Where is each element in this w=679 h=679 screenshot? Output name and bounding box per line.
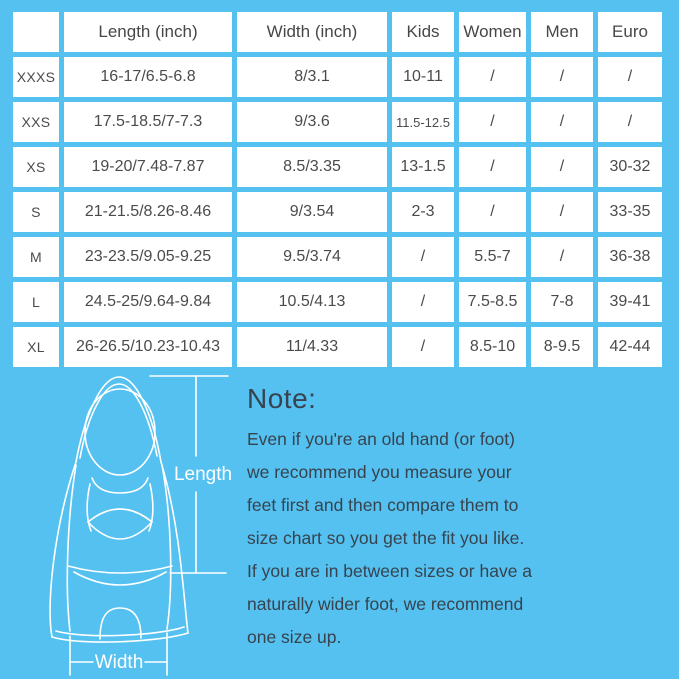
cell-s-length: 21-21.5/8.26-8.46 — [64, 192, 232, 232]
cell-xs-length: 19-20/7.48-7.87 — [64, 147, 232, 187]
cell-m-length: 23-23.5/9.05-9.25 — [64, 237, 232, 277]
row-label-xxxs: XXXS — [13, 57, 59, 97]
cell-xl-men: 8-9.5 — [531, 327, 593, 367]
cell-l-men: 7-8 — [531, 282, 593, 322]
cell-xxxs-women: / — [459, 57, 526, 97]
cell-xl-women: 8.5-10 — [459, 327, 526, 367]
row-label-xl: XL — [13, 327, 59, 367]
cell-m-width: 9.5/3.74 — [237, 237, 387, 277]
length-measure-line — [150, 376, 232, 573]
cell-l-width: 10.5/4.13 — [237, 282, 387, 322]
cell-xl-length: 26-26.5/10.23-10.43 — [64, 327, 232, 367]
column-header-length: Length (inch) — [64, 12, 232, 52]
cell-s-width: 9/3.54 — [237, 192, 387, 232]
cell-xxxs-kids: 10-11 — [392, 57, 454, 97]
row-label-l: L — [13, 282, 59, 322]
cell-xs-euro: 30-32 — [598, 147, 662, 187]
note-heading: Note: — [247, 383, 317, 414]
cell-l-length: 24.5-25/9.64-9.84 — [64, 282, 232, 322]
cell-xs-women: / — [459, 147, 526, 187]
row-label-m: M — [13, 237, 59, 277]
note-section — [247, 383, 647, 654]
column-header-women: Women — [459, 12, 526, 52]
note-line: size chart so you get the fit you like. — [247, 528, 525, 548]
cell-xxs-euro: / — [598, 102, 662, 142]
cell-s-kids: 2-3 — [392, 192, 454, 232]
cell-xxs-width: 9/3.6 — [237, 102, 387, 142]
cell-m-kids: / — [392, 237, 454, 277]
row-label-s: S — [13, 192, 59, 232]
cell-xl-kids: / — [392, 327, 454, 367]
column-header-width: Width (inch) — [237, 12, 387, 52]
size-chart-table — [13, 12, 662, 367]
column-header-kids: Kids — [392, 12, 454, 52]
note-line: we recommend you measure your — [247, 462, 512, 482]
cell-l-euro: 39-41 — [598, 282, 662, 322]
cell-m-men: / — [531, 237, 593, 277]
cell-xl-width: 11/4.33 — [237, 327, 387, 367]
cell-l-women: 7.5-8.5 — [459, 282, 526, 322]
cell-xxs-women: / — [459, 102, 526, 142]
fin-measurement-diagram — [0, 370, 240, 679]
row-label-xs: XS — [13, 147, 59, 187]
cell-xxxs-men: / — [531, 57, 593, 97]
note-line: one size up. — [247, 627, 342, 647]
cell-l-kids: / — [392, 282, 454, 322]
column-header-blank — [13, 12, 59, 52]
cell-xxs-kids: 11.5-12.5 — [392, 102, 454, 142]
cell-xxs-men: / — [531, 102, 593, 142]
cell-xs-kids: 13-1.5 — [392, 147, 454, 187]
cell-xxxs-width: 8/3.1 — [237, 57, 387, 97]
row-label-xxs: XXS — [13, 102, 59, 142]
cell-m-women: 5.5-7 — [459, 237, 526, 277]
cell-xl-euro: 42-44 — [598, 327, 662, 367]
cell-s-women: / — [459, 192, 526, 232]
length-label: Length — [173, 464, 233, 485]
cell-xs-men: / — [531, 147, 593, 187]
cell-xs-width: 8.5/3.35 — [237, 147, 387, 187]
column-header-men: Men — [531, 12, 593, 52]
note-line: feet first and then compare them to — [247, 495, 519, 515]
cell-s-men: / — [531, 192, 593, 232]
note-line: If you are in between sizes or have a — [247, 561, 533, 581]
cell-m-euro: 36-38 — [598, 237, 662, 277]
cell-s-euro: 33-35 — [598, 192, 662, 232]
cell-xxxs-euro: / — [598, 57, 662, 97]
column-header-euro: Euro — [598, 12, 662, 52]
cell-xxxs-length: 16-17/6.5-6.8 — [64, 57, 232, 97]
note-line: naturally wider foot, we recommend — [247, 594, 524, 614]
fin-outline-drawing — [50, 377, 188, 642]
width-label: Width — [94, 652, 144, 673]
cell-xxs-length: 17.5-18.5/7-7.3 — [64, 102, 232, 142]
note-line: Even if you're an old hand (or foot) — [247, 429, 515, 449]
